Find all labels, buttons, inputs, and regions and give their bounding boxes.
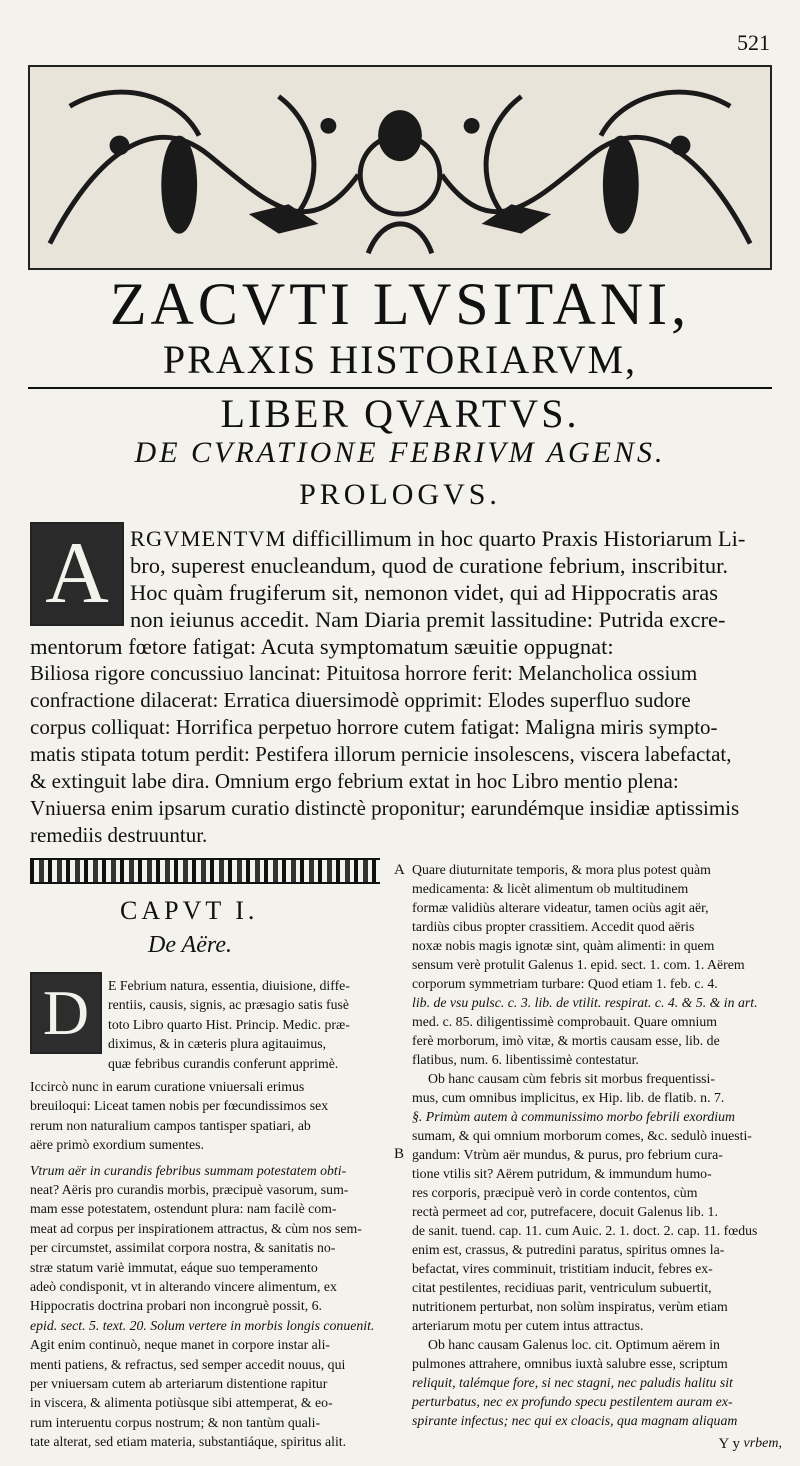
right-column-line: ferè morborum, imò vitæ, & mortis causam esse, lib. de [412,1033,720,1048]
margin-letter-b: B [394,1146,405,1162]
right-column-line: corporum symmetriam turbare: Quod etiam 1. feb. c. 4. [412,976,718,991]
right-column-line: gandum: Vtrùm aër mundus, & purus, pro febrium cura- [412,1147,723,1162]
margin-letter-a: A [394,862,405,878]
prologue-line: matis stipata totum perdit: Pestifera illorum pernicie insolescens, viscera labefactat, [30,742,732,766]
left-column-line: epid. sect. 5. text. 20. Solum vertere in morbis longis conuenit. [30,1317,375,1333]
right-column-line: nutritionem perturbat, non solùm inspiratus, verùm etiam [412,1299,728,1314]
chapter-subheading: De Aëre. [148,932,232,958]
prologue-line: mentorum fœtore fatigat: Acuta symptomatum sæuitie oppugnat: [30,634,614,659]
right-column-line: enim est, crassus, & putredini paratus, spiritus omnes la- [412,1242,725,1257]
left-column-line: menti patiens, & refractus, sed semper accedit nouus, qui [30,1356,346,1372]
catchword: vrbem, [743,1436,782,1451]
headpiece-ornament [30,67,770,268]
title-subject: DE CVRATIONE FEBRIVM AGENS. [134,436,666,469]
right-column-line: pulmones attrahere, omnibus iuxtà salubre esse, scriptum [412,1356,728,1371]
title-prologue: PROLOGVS. [299,478,501,511]
prologue-line: & extinguit labe dira. Omnium ergo febrium extat in hoc Libro mentio plena: [30,769,679,793]
right-column-line: §. Primùm autem à communissimo morbo febrili exordium [412,1109,735,1124]
chapter-heading: CAPVT I. [120,896,259,925]
right-column-line: de sanit. tuend. cap. 11. cum Auic. 2. 1. doct. 2. cap. 11. fœdus [412,1223,758,1238]
prologue-line: confractione dilacerat: Erratica diuersimodè opprimit: Elodes superfluo sudore [30,688,691,712]
prologue-line: bro, superest enucleandum, quod de curatione febrium, inscribitur. [130,553,728,578]
right-column-line: tione vtilis sit? Aërem putridum, & immundum humo- [412,1166,712,1181]
left-column-line: quæ febribus curandis conferunt apprimè. [108,1055,339,1071]
prologue-initial [30,522,124,626]
left-column-line: neat? Aëris pro curandis morbis, præcipuè vasorum, sum- [30,1182,349,1197]
left-column-line: diximus, & in cæteris plura agitauimus, [108,1036,327,1052]
title-rule [28,387,772,389]
right-column-line: sumam, & qui omnium morborum comes, &c. sedulò inuesti- [412,1128,752,1143]
right-column-line: reliquit, talémque fore, si nec stagni, nec paludis halitu sit [412,1375,733,1390]
left-column-line: Hippocratis doctrina probari non incongruè possit, 6. [30,1298,322,1314]
left-column-line: mam esse potestatem, ostendunt plura: nam facilè com- [30,1201,337,1217]
left-column-line: Vtrum aër in curandis febribus summam potestatem obti- [30,1162,347,1178]
right-column-line: med. c. 85. diligentissimè comprobauit. Quare omnium [412,1014,718,1029]
signature-mark: Y y [718,1436,740,1452]
left-column-line: E Febrium natura, essentia, diuisione, diffe- [108,978,350,993]
left-column-line: tate alterat, sed etiam materia, substantiáque, spiritus alit. [30,1434,347,1450]
chapter-initial-letter: D [42,977,90,1048]
left-column-line: aëre primò exordium sumentes. [30,1137,204,1153]
left-column-line: per vniuersam cutem ab arteriarum distentione rapitur [30,1376,328,1391]
right-column-line: res corporis, præcipuè verò in corde contentos, cùm [412,1185,698,1200]
right-column-line: tardiùs cibus propter crassitiem. Accedit quod aëris [412,919,695,934]
left-column-line: adeò condisponit, vt in alterando vincere alimentum, ex [30,1279,337,1294]
fleuron-band [30,858,380,884]
right-column-line: befactat, vires comminuit, tristitiam inducit, febres ex- [412,1261,713,1276]
right-column-line: arteriarum motu per cutem intus attractus. [412,1318,644,1333]
title-work: PRAXIS HISTORIARVM, [162,337,638,382]
left-column-line: breuiloqui: Liceat tamen nobis per fœcundissimos sex [30,1098,329,1114]
prologue-line: Biliosa rigore concussiuo lancinat: Pituitosa horrore ferit: Melancholica ossium [30,661,698,685]
left-column-line: rerum non naturalium campos tantisper spatiari, ab [30,1117,311,1133]
left-column-line: rum interuentu corpus nostrum; & non tantùm quali- [30,1414,321,1430]
left-column-line: stræ statum variè immutat, eáque suo temperamento [30,1259,318,1275]
prologue-line: remediis destruuntur. [30,823,208,847]
right-column-line: Quare diuturnitate temporis, & mora plus potest quàm [412,862,711,877]
prologue-line: RGVMENTVM difficillimum in hoc quarto Praxis Historiarum Li- [130,526,746,551]
title-book: LIBER QVARTVS. [220,391,580,436]
right-column-line: perturbatus, nec ex profundo specu pestilentem auram ex- [412,1394,733,1409]
right-column-line: formæ validiùs alterare videatur, tamen ociùs agit aër, [412,900,709,915]
left-column-line: toto Libro quarto Hist. Princip. Medic. præ- [108,1016,350,1032]
right-column-line: spirante infectus; nec qui ex cloacis, qua magnam aliquam [412,1413,738,1428]
prologue-initial-letter: A [45,525,109,622]
left-column-line: meat ad corpus per inspirationem attractus, & cùm nos sem- [30,1220,362,1236]
prologue-line: corpus colliquat: Horrifica perpetuo horrore cutem fatigat: Maligna miris sympto- [30,715,718,739]
right-column-line: medicamenta: & licèt alimentum ob multitudinem [412,881,689,896]
right-column-line: Ob hanc causam cùm febris sit morbus frequentissi- [428,1071,715,1086]
left-column-line: Agit enim continuò, neque manet in corpore instar ali- [30,1337,330,1353]
prologue-line: Hoc quàm frugiferum sit, nemonon videt, qui ad Hippocratis aras [130,580,718,605]
left-column-line: Iccircò nunc in earum curatione vniuersali erimus [30,1079,305,1094]
left-column-line: per circumstet, assimilat corpora nostra, & sanitatis no- [30,1240,336,1256]
prologue-line: non ieiunus accedit. Nam Diaria premit lassitudine: Putrida excre- [130,607,726,632]
page-number: 521 [737,30,770,55]
right-column-line: sensum verè protulit Galenus 1. epid. sect. 1. com. 1. Aërem [412,957,745,972]
right-column-line: rectà permeet ad cor, putrefacere, docuit Galenus lib. 1. [412,1204,718,1219]
right-column-line: flatibus, num. 6. libentissimè contestatur. [412,1052,639,1067]
woodcut-headpiece [28,65,772,270]
right-column-line: Ob hanc causam Galenus loc. cit. Optimum aërem in [428,1337,720,1352]
left-column-line: rentiis, causis, signis, ac præsagio satis fusè [108,997,350,1013]
prologue-line: Vniuersa enim ipsarum curatio distinctè proponitur; earundémque insidiæ aptissimis [30,796,740,820]
right-column-line: lib. de vsu pulsc. c. 3. lib. de vtilit. respirat. c. 4. & 5. & in art. [412,995,758,1010]
title-author: ZACVTI LVSITANI, [109,271,691,337]
prologue-first-word: RGVMENTVM [130,526,287,551]
right-column-line: mus, cum omnibus implicitus, ex Hip. lib. de flatib. n. 7. [412,1090,725,1105]
right-column-line: noxæ nobis magis ignotæ sint, quàm alimenti: in quem [412,938,715,953]
left-column-line: in viscera, & alimenta potiùsque sibi attemperat, & eo- [30,1395,333,1411]
chapter-initial [30,972,102,1054]
right-column-line: citat pestilentes, recidiuas parit, ventriculum subuertit, [412,1280,712,1295]
